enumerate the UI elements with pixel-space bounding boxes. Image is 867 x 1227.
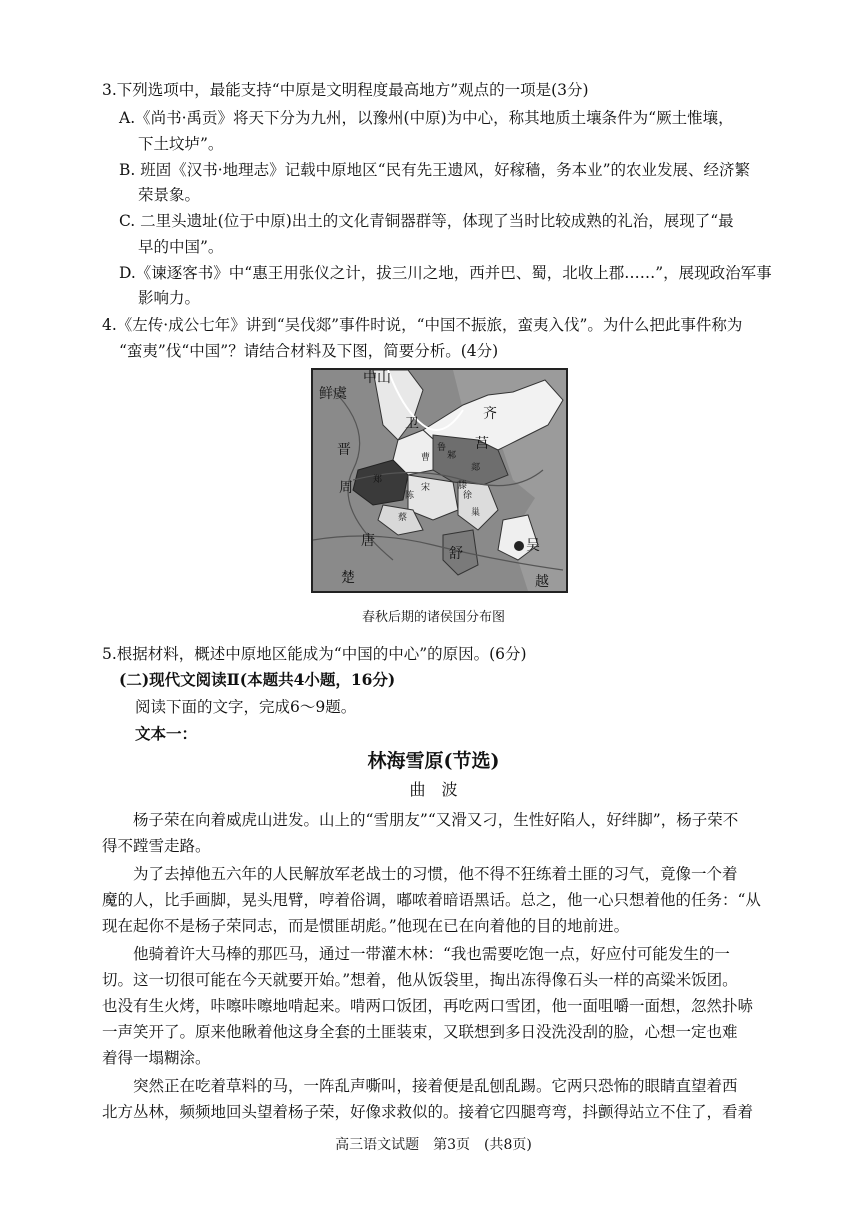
map-figure: [311, 368, 568, 593]
map-label-teng: 滕: [458, 481, 468, 491]
q3-stem: 3.下列选项中，最能支持“中原是文明程度最高地方”观点的一项是(3分): [102, 81, 589, 99]
article-title: 林海雪原(节选): [367, 750, 500, 772]
article-p2-line3: 现在起你不是杨子荣同志，而是惯匪胡彪。”他现在已在向着他的目的地前进。: [102, 917, 630, 935]
map-label-qi: 齐: [483, 406, 497, 422]
map-label-wei: 卫: [405, 416, 419, 432]
map-label-wu: 吴: [526, 538, 540, 554]
map-label-xianyu: 鲜虞: [319, 386, 347, 402]
map-label-ju: 莒: [475, 436, 489, 452]
q3-option-a: A.《尚书·禹贡》将天下分为九州，以豫州(中原)为中心，称其地质土壤条件为“厥土惟壤，: [119, 109, 734, 127]
article-p3-line4: 一声笑开了。原来他瞅着他这身全套的土匪装束，又联想到多日没洗没刮的脸，心想一定也难: [102, 1023, 738, 1041]
map-label-zhu: 邾: [447, 451, 457, 461]
article-p2-line2: 魔的人，比手画脚，晃头甩臂，哼着俗调，嘟哝着暗语黑话。总之，他一心只想着他的任务：“从: [102, 891, 761, 909]
map-label-chen: 陈: [405, 491, 415, 501]
map-label-shu: 舒: [449, 546, 463, 562]
article-p4-line2: 北方丛林，频频地回头望着杨子荣，好像求救似的。接着它四腿弯弯，抖颤得站立不住了，看着: [102, 1103, 754, 1121]
q3-option-d-cont: 影响力。: [138, 289, 201, 307]
article-author: 曲 波: [409, 780, 458, 799]
q4-stem: 4.《左传·成公七年》讲到“吴伐郯”事件时说，“中国不振旅，蛮夷入伐”。为什么把此事件称为: [102, 316, 743, 334]
q4-stem-cont: “蛮夷”伐“中国”？请结合材料及下图，简要分析。(4分): [119, 342, 499, 360]
map-label-tang: 唐: [361, 533, 375, 549]
q3-option-c: C. 二里头遗址(位于中原)出土的文化青铜器群等，体现了当时比较成熟的礼治，展现了“最: [119, 212, 734, 230]
article-p3-line2: 切。这一切很可能在今天就要开始。”想着，他从饭袋里，掏出冻得像石头一样的高粱米饭团。: [102, 971, 738, 989]
q5-stem: 5.根据材料，概述中原地区能成为“中国的中心”的原因。(6分): [102, 645, 527, 663]
q3-option-d: D.《谏逐客书》中“惠王用张仪之计，拔三川之地，西并巴、蜀，北收上郡……”，展现政治军事: [119, 264, 772, 282]
article-p3-line1: 他骑着许大马棒的那匹马，通过一带灌木林：“我也需要吃饱一点，好应付可能发生的一: [133, 945, 730, 963]
section-heading: (二)现代文阅读Ⅱ(本题共4小题，16分): [119, 670, 396, 689]
map-label-xu: 徐: [463, 491, 473, 501]
map-label-tan: 郯: [471, 463, 481, 473]
map-caption: 春秋后期的诸侯国分布图: [361, 610, 505, 625]
map-label-lu: 鲁: [437, 443, 447, 453]
map-label-song: 宋: [421, 483, 431, 493]
text-label: 文本一：: [135, 724, 198, 743]
article-p1-line2: 得不蹚雪走路。: [102, 837, 211, 855]
section-instruction: 阅读下面的文字，完成6～9题。: [135, 698, 357, 716]
q3-option-a-cont: 下土坟垆”。: [138, 135, 224, 153]
article-p2-line1: 为了去掉他五六年的人民解放军老战士的习惯，他不得不狂练着土匪的习气，竟像一个着: [133, 865, 738, 883]
page-footer: 高三语文试题 第3页 (共8页): [335, 1137, 532, 1153]
q3-option-b: B. 班固《汉书·地理志》记载中原地区“民有先王遗风，好稼穑，务本业”的农业发展、经济繁: [119, 161, 751, 179]
map-label-chu: 楚: [341, 570, 355, 586]
map-label-zhongshan: 中山: [363, 370, 391, 386]
article-p4-line1: 突然正在吃着草料的马，一阵乱声嘶叫，接着便是乱刨乱踢。它两只恐怖的眼睛直望着西: [133, 1077, 738, 1095]
q3-option-c-cont: 早的中国”。: [138, 238, 224, 256]
article-p1-line1: 杨子荣在向着威虎山进发。山上的“雪朋友”“又滑又刁，生性好陷人，好绊脚”，杨子荣不: [133, 811, 739, 829]
map-label-cao: 曹: [421, 453, 431, 463]
article-p3-line3: 也没有生火烤，咔嚓咔嚓地啃起来。啃两口饭团，再吃两口雪团，他一面咀嚼一面想，忽然扑哧: [102, 997, 754, 1015]
q3-option-b-cont: 荣景象。: [138, 186, 201, 204]
map-label-chao: 巢: [471, 508, 481, 518]
article-p3-line5: 着得一塌糊涂。: [102, 1049, 211, 1067]
map-label-zhou: 周: [339, 480, 353, 496]
map-label-yue: 越: [535, 574, 549, 590]
map-label-jin: 晋: [337, 442, 351, 458]
map-label-cai: 蔡: [398, 513, 408, 523]
map-label-zheng: 郑: [373, 475, 383, 485]
